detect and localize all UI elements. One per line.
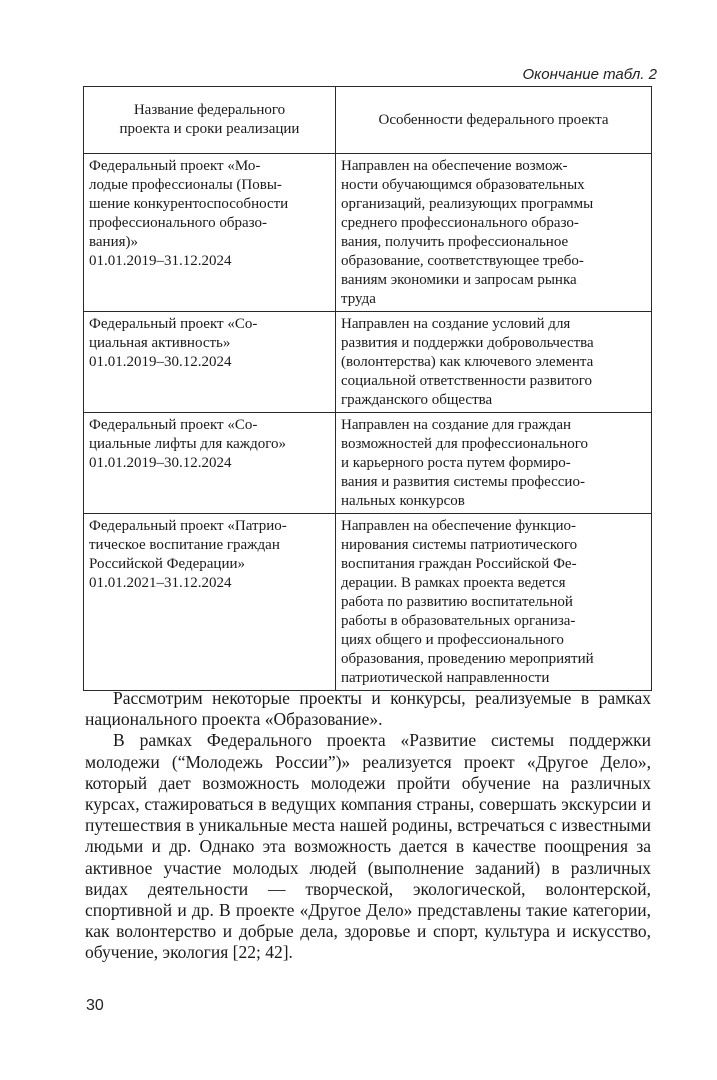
project-description-cell: Направлен на обеспечение функцио- нирования системы патриотического воспитания граждан Российской Фе- дерации. В рамках проекта ведется работа по развитию воспитательной работы в образовательных организа- циях общего и профессионального образования, проведению мероприятий патриотической направленности xyxy=(336,514,652,691)
body-text xyxy=(85,688,651,964)
project-name-cell: Федеральный проект «Со- циальная активность» 01.01.2019–30.12.2024 xyxy=(84,312,336,413)
table-row xyxy=(84,514,652,691)
header-project-name: Название федерального проекта и сроки реализации xyxy=(84,87,336,154)
table-row xyxy=(84,312,652,413)
paragraph: Рассмотрим некоторые проекты и конкурсы, реализуемые в рамках национального проекта «Образование». xyxy=(85,688,651,730)
table-row xyxy=(84,413,652,514)
table-header-row xyxy=(84,87,652,154)
project-description-cell: Направлен на создание для граждан возможностей для профессионального и карьерного роста путем формиро- вания и развития системы профессио- нальных конкурсов xyxy=(336,413,652,514)
table-continuation-note: Окончание табл. 2 xyxy=(522,66,657,83)
project-name-cell: Федеральный проект «Патрио- тическое воспитание граждан Российской Федерации» 01.01.2021–31.12.2024 xyxy=(84,514,336,691)
paragraph: В рамках Федерального проекта «Развитие системы поддержки молодежи (“Молодежь России”)» реализуется проект «Другое Дело», который дает возможность молодежи пройти обучение на различных курсах, стажироваться в ведущих компания страны, совершать экскурсии и путешествия в уникальные места нашей родины, встречаться с известными людьми и др. Однако эта возможность дается в качестве поощрения за активное участие молодых людей (выполнение заданий) в различных видах деятельности — творческой, экологической, волонтерской, спортивной и др. В проекте «Другое Дело» представлены такие категории, как волонтерство и добрые дела, здоровье и спорт, культура и искусство, обучение, экология [22; 42]. xyxy=(85,730,651,963)
project-name-cell: Федеральный проект «Мо- лодые профессионалы (Повы- шение конкурентоспособности профессионального образо- вания)» 01.01.2019–31.12.2024 xyxy=(84,154,336,312)
project-description-cell: Направлен на создание условий для развития и поддержки добровольчества (волонтерства) как ключевого элемента социальной ответственности развитого гражданского общества xyxy=(336,312,652,413)
header-project-features: Особенности федерального проекта xyxy=(336,87,652,154)
page-number: 30 xyxy=(86,997,104,1014)
project-description-cell: Направлен на обеспечение возмож- ности обучающимся образовательных организаций, реализующих программы среднего профессионального образо- вания, получить профессиональное образование, соответствующее требо- ваниям экономики и запросам рынка труда xyxy=(336,154,652,312)
project-name-cell: Федеральный проект «Со- циальные лифты для каждого» 01.01.2019–30.12.2024 xyxy=(84,413,336,514)
federal-projects-table xyxy=(83,86,652,691)
table-row xyxy=(84,154,652,312)
